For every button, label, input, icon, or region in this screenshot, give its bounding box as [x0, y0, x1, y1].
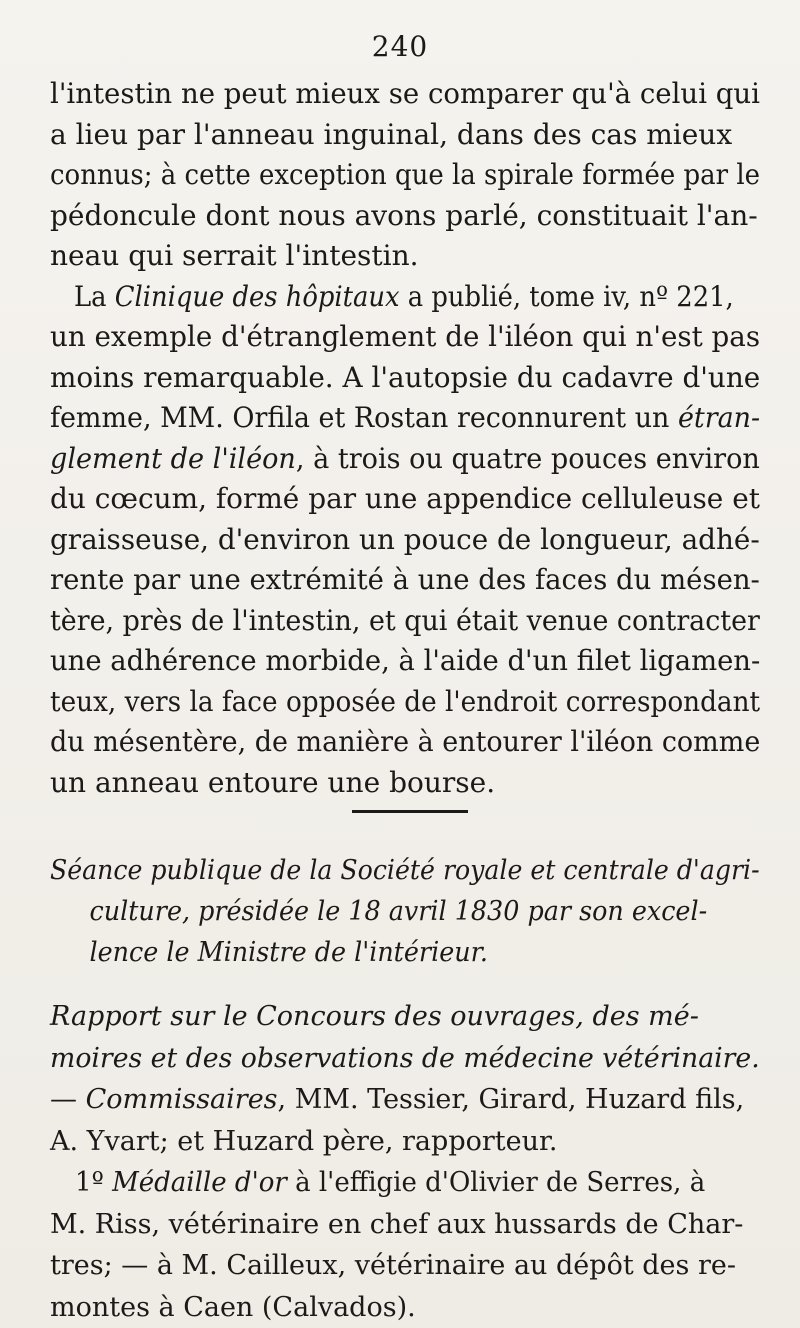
text-line: pédoncule dont nous avons parlé, constituait l'an- [50, 198, 758, 232]
paragraph-continuation [50, 74, 760, 277]
text-line [50, 277, 734, 318]
text-run: a publié, tome iv, nº 221, [399, 279, 734, 313]
text-line: neau qui serrait l'intestin. [50, 239, 419, 272]
text-line: montes à Caen (Calvados). [50, 1291, 416, 1323]
italic-term: Commissaires [85, 1084, 278, 1115]
journal-title: Clinique des hôpitaux [114, 279, 400, 313]
italic-term: glement de l'iléon [50, 441, 296, 475]
text-run: , MM. Tessier, Girard, Huzard fils, [277, 1084, 745, 1115]
italic-term: étran- [677, 401, 761, 434]
text-line [50, 439, 760, 480]
text-line: rente par une extrémité à une des faces du mésen- [50, 563, 760, 596]
text-line: du cœcum, formé par une appendice celluleuse et [50, 482, 760, 515]
paragraph-clinique [50, 277, 760, 804]
heading-line: Séance publique de la Société royale et centrale d'agri- [50, 855, 760, 886]
heading-line: lence le Ministre de l'intérieur. [89, 937, 489, 968]
text-line: teux, vers la face opposée de l'endroit correspondant [50, 684, 761, 718]
report-title-line: moires et des observations de médecine vétérinaire. [50, 1042, 760, 1074]
text-run: , à trois ou quatre pouces environ [295, 441, 760, 475]
text-line: graisseuse, d'environ un pouce de longueur, adhé- [50, 522, 760, 556]
text-line: tres; — à M. Cailleux, vétérinaire au dépôt des re- [50, 1250, 736, 1281]
text-line: A. Yvart; et Huzard père, rapporteur. [50, 1125, 558, 1157]
text-run: 1º [75, 1167, 113, 1198]
report-section [50, 996, 760, 1328]
text-line: un exemple d'étranglement de l'iléon qui n'est pas [50, 320, 761, 353]
text-line: un anneau entoure une bourse. [50, 765, 496, 799]
text-line: une adhérence morbide, à l'aide d'un filet ligamen- [50, 644, 761, 677]
report-title-line: Rapport sur le Concours des ouvrages, des mé- [50, 1001, 699, 1032]
text-line: moins remarquable. A l'autopsie du cadavre d'une [50, 360, 761, 394]
text-line: l'intestin ne peut mieux se comparer qu'à celui qui [50, 77, 760, 110]
section-divider [352, 810, 468, 813]
text-line: a lieu par l'anneau inguinal, dans des cas mieux [50, 117, 733, 151]
page-number: 240 [371, 30, 429, 63]
text-run: femme, MM. Orfila et Rostan reconnurent un [50, 401, 678, 434]
award-line [50, 1162, 734, 1204]
text-line: M. Riss, vétérinaire en chef aux hussards de Char- [50, 1208, 744, 1240]
commissioners-line [50, 1079, 760, 1121]
heading-line: culture, présidée le 18 avril 1830 par son excel- [89, 896, 708, 927]
text-run: à l'effigie d'Olivier de Serres, à [286, 1167, 706, 1198]
text-line: tère, près de l'intestin, et qui était venue contracter [50, 603, 760, 637]
text-run: — [50, 1084, 86, 1115]
text-run: La [73, 279, 115, 313]
section-heading [50, 850, 760, 973]
text-line: du mésentère, de manière à entourer l'iléon comme [50, 725, 761, 758]
text-line [50, 398, 761, 439]
italic-term: Médaille d'or [112, 1167, 287, 1198]
body-text [50, 74, 760, 803]
text-line: connus; à cette exception que la spirale formée par le [50, 158, 761, 191]
